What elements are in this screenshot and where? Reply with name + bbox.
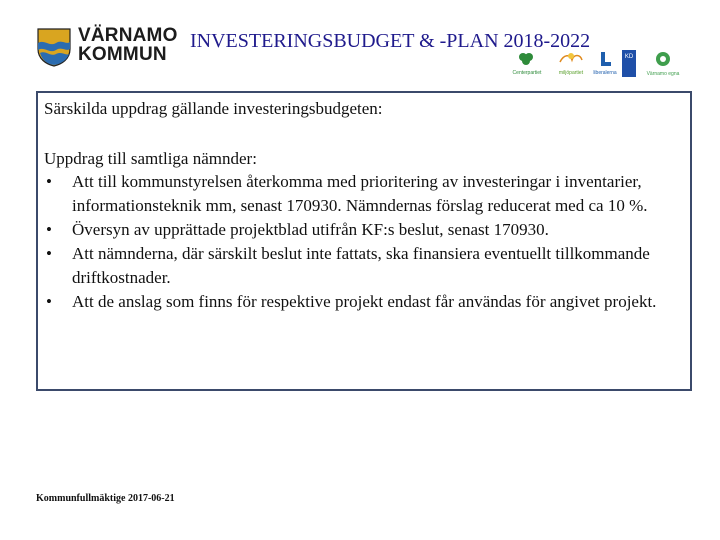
kd-badge: KD [622, 50, 636, 77]
liberalerna-label: liberalerna [593, 70, 617, 76]
bullet-list [44, 170, 674, 314]
bullet-text: Att de anslag som finns för respektive projekt endast får användas för angivet projekt. [72, 292, 657, 311]
kd-logo [622, 50, 640, 77]
bullet-text: Att till kommunstyrelsen återkomma med prioritering av investeringar i inventarier, informationsteknik mm, senast 170930. Nämndernas förslag reducerat med ca 10 %. [72, 172, 648, 215]
egna-label: Värnamo egna [646, 71, 680, 77]
bullet-marker: • [46, 244, 52, 263]
centerpartiet-label: Centerpartiet [512, 70, 542, 76]
bullet-item [44, 290, 674, 314]
liberalerna-logo [594, 50, 616, 75]
slide-title: INVESTERINGSBUDGET & -PLAN 2018-2022 [190, 30, 591, 52]
miljopartiet-logo [554, 50, 588, 76]
bullet-marker: • [46, 220, 52, 239]
miljopartiet-label: miljöpartiet [558, 70, 584, 76]
content-box [36, 91, 692, 391]
bullet-marker: • [46, 172, 52, 191]
flower-icon [646, 50, 680, 70]
bullet-marker: • [46, 292, 52, 311]
liberal-l-icon [594, 50, 616, 70]
party-logos [510, 50, 690, 90]
bullet-text: Att nämnderna, där särskilt beslut inte fattats, ska finansiera eventuellt tillkommande driftkostnader. [72, 244, 650, 287]
bullet-item [44, 218, 674, 242]
content-heading: Uppdrag till samtliga nämnder: [44, 149, 257, 168]
bullet-item [44, 242, 674, 290]
logo-line-1: VÄRNAMO [78, 25, 178, 46]
logo-line-2: KOMMUN [78, 44, 167, 65]
varnamo-kommun-logo [36, 26, 186, 68]
bullet-item [44, 170, 674, 218]
centerpartiet-logo [510, 50, 544, 76]
dandelion-icon [554, 50, 588, 68]
egna-logo [646, 50, 680, 75]
coat-of-arms-icon [36, 27, 72, 67]
bullet-text: Översyn av upprättade projektblad utifrån KF:s beslut, senast 170930. [72, 220, 549, 239]
logo-wordmark [78, 26, 178, 64]
footer-date: Kommunfullmäktige 2017-06-21 [36, 493, 175, 504]
clover-icon [510, 50, 544, 68]
content-subtitle: Särskilda uppdrag gällande investeringsbudgeten: [44, 99, 383, 118]
